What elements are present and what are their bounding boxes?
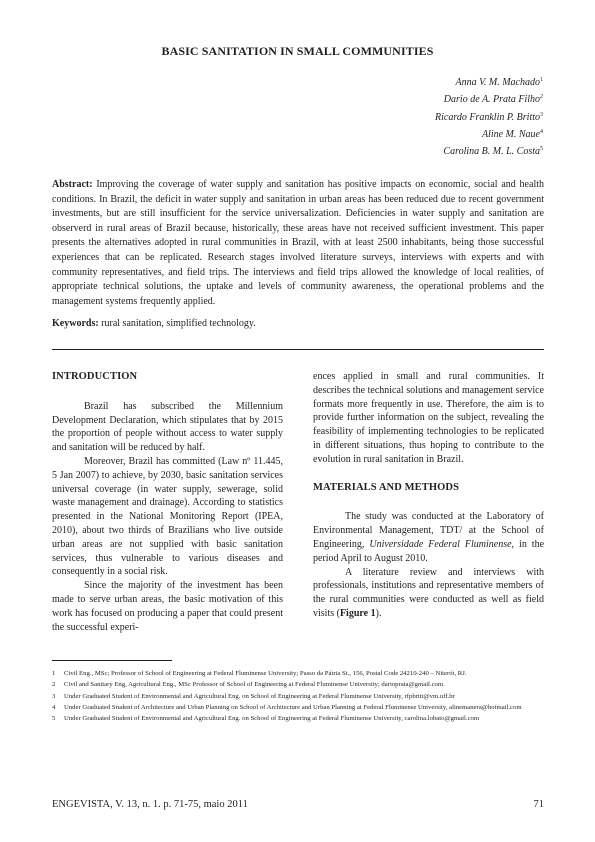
- figure-reference: Figure 1: [339, 607, 376, 619]
- methods-text: , in the period April to August 2010.: [313, 538, 545, 564]
- footnote: [52, 680, 544, 689]
- keywords: [52, 318, 544, 329]
- footnote-number: 3: [52, 692, 56, 700]
- journal-citation: ENGEVISTA, V. 13, n. 1. p. 71-75, maio 2011: [52, 799, 248, 810]
- methods-heading: MATERIALS AND METHODS: [313, 481, 460, 493]
- university-name: Universidade Federal Fluminense: [369, 538, 512, 550]
- footnote-number: 5: [52, 715, 56, 723]
- right-column: [313, 370, 544, 621]
- introduction-paragraph-continued: ences applied in small and rural communities. It describes the technical solutions and management service formats more frequently in use. Therefore, the aim is to provide further information on the subject, revealing the feasibility of implementing technologies to be replicated in different situations, thus hoping to contribute to the evolution in rural sanitation in Brazil.: [313, 371, 544, 465]
- page-number: 71: [533, 799, 544, 810]
- left-column: [52, 370, 283, 634]
- author-footnote-mark: 2: [540, 94, 543, 101]
- author-footnote-mark: 3: [540, 111, 543, 118]
- abstract-text: Improving the coverage of water supply and sanitation has positive impacts on economic, social and health conditions. In Brazil, the deficit in water supply and sanitation in urban areas has been reduced due to recent government investments, but are still insufficient for the service universalization. Deficiencies in water supply and sanitation are observerd in rural areas of Brazil because, historically, these areas have not received sufficient investment. This paper presents the alternatives adopted in rural communities in Brazil, with at least 2500 inhabitants, being those successful experiences that can be replicated. Research stages involved literature surveys, interviews with experts and with community representatives, and field trips. The interviews and field trips allowed the knowledge of local realities, of appropriate technical solutions, the uptake and levels of community awareness, the operational problems and the management systems frequently applied.: [52, 179, 544, 307]
- author-name: Dario de A. Prata Filho: [443, 94, 540, 106]
- footnote: [52, 692, 544, 701]
- introduction-paragraph: Since the majority of the investment has been made to serve urban areas, the basic motivation of this work has focused on producing a paper that could present the successful experi-: [52, 580, 283, 633]
- footnote: [52, 714, 544, 723]
- methods-text: The study was conducted at the Laboratory of Environmental Management, TDT/ at the School of Engineering,: [313, 511, 544, 550]
- author-name: Anna V. M. Machado: [455, 77, 540, 88]
- keywords-label: Keywords:: [52, 318, 99, 329]
- abstract-label: Abstract:: [52, 179, 93, 190]
- author-name: Ricardo Franklin P. Britto: [435, 111, 540, 123]
- introduction-heading: INTRODUCTION: [52, 371, 138, 382]
- footnote-text: Civil and Sanitary Eng, Agricultural Eng., MSc Professor of School of Engineering at Federal Fluminense University; darioprata@gmail.com.: [64, 681, 445, 689]
- methods-paragraph: [313, 566, 544, 621]
- author: [435, 142, 543, 159]
- author: [435, 108, 543, 125]
- section-divider: [52, 349, 544, 350]
- paper-title: BASIC SANITATION IN SMALL COMMUNITIES: [161, 44, 434, 58]
- author: [435, 73, 543, 90]
- footnote-text: Civil Eng., MSc; Professor of School of Engineering at Federal Fluminense University; Passo da Pátria St., 156, Postal Code 24210-240 – Niterói, RJ.: [64, 670, 467, 677]
- methods-text: ).: [375, 607, 382, 619]
- author-name: Carolina B. M. L. Costa: [443, 146, 540, 158]
- footnote-text: Under Graduated Student of Architecture and Urban Planning on School of Architecture and Urban Planning at Federal Fluminense University, alinemanera@hotmail.com: [64, 703, 522, 711]
- author-footnote-mark: 4: [540, 128, 543, 135]
- introduction-paragraph: Brazil has subscribed the Millennium Development Declaration, which stipulates that by 2015 the proportion of people without access to water supply and sanitation will be reduced by half.: [52, 400, 283, 454]
- author: [435, 125, 543, 142]
- footnote-divider: [52, 660, 172, 661]
- footnote: [52, 669, 544, 678]
- methods-paragraph: [313, 510, 544, 565]
- footnote-text: Under Graduated Student of Environmental and Agricultural Eng. on School of Engineering at Federal Fluminense University, rfpbritt@vm.uff.br: [64, 692, 455, 700]
- abstract: [52, 178, 544, 309]
- footnote-text: Under Graduated Student of Environmental and Agricultural Eng. on School of Engineering at Federal Fluminense University, carolina.lobato@gmail.com: [64, 715, 480, 723]
- author-list: [435, 73, 543, 159]
- footnote: [52, 703, 544, 712]
- footnote-number: 2: [52, 681, 56, 689]
- introduction-paragraph: Moreover, Brazil has committed (Law nº 11.445, 5 Jan 2007) to achieve, by 2030, basic sanitation services universal coverage (in water supply, sewerage, solid waste management and drainage). According to statistics presented in the National Monitoring Report (IPEA, 2010), about two thirds of Brazilians who live outside urban areas are not supplied with basic sanitation services, thus vulnerable to various diseases and consequently in a social risk.: [52, 455, 283, 578]
- author-name: Aline M. Naue: [481, 128, 540, 140]
- footnote-number: 1: [52, 670, 56, 677]
- keywords-text: rural sanitation, simplified technology.: [98, 318, 256, 329]
- author: [435, 90, 543, 107]
- footnote-number: 4: [52, 703, 56, 711]
- page-footer: [52, 799, 544, 810]
- author-footnote-mark: 5: [540, 146, 543, 153]
- methods-text: A literature review and interviews with professionals, institutions and representative members of the rural communities were conducted as well as field visits (: [313, 566, 544, 619]
- footnotes: [52, 660, 544, 725]
- author-footnote-mark: 1: [540, 77, 543, 83]
